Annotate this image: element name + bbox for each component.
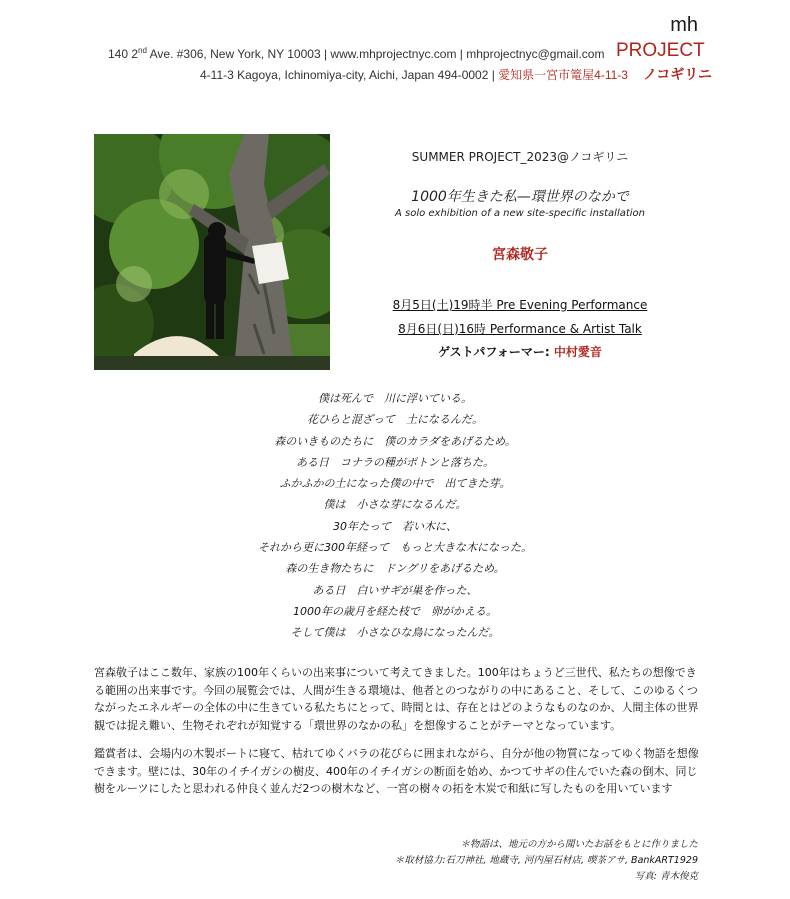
poem-line: ある日 コナラの種がポトンと落ちた。 [296,455,494,469]
poem-line: それから更に300年経って もっと大きな木になった。 [258,541,532,555]
poem-line: 花ひらと混ざって 土になるんだ。 [307,413,483,427]
poem-line: 森の生き物たちに ドングリをあげるため。 [285,562,505,576]
photo-credit: 写真: 青木俊克 [634,871,698,882]
poem-line: 30年たって 若い木に、 [333,519,457,533]
poem-line: そして僕は 小さなひな鳥になったんだ。 [290,626,500,640]
poem-line: 僕は死んで 川に浮いている。 [318,392,472,405]
story-note: ＊物語は、地元の方から聞いたお話をもとに作りました [460,839,698,850]
poem-line: 1000年の歳月を経た枝で 卵がかえる。 [293,604,497,618]
poem-line: 森のいきものたちに 僕のカラダをあげるため。 [274,434,516,448]
address-jp-japanese: 愛知県一宮市篭屋4-11-3 [498,68,628,82]
performance-date-1: 8月5日(土)19時半 Pre Evening Performance [392,298,648,312]
description-paragraph-1: 宮森敬子はここ数年、家族の100年くらいの出来事について考えてきました。100年はちょうど三世代、私たちの想像できる範囲の出来事です。今回の展覧会では、人間が生きる環境は、他者とのつながりの中にあること、そして、このゆるくつながったエネルギーの全体の中に生きている私たちにとって、時間とは、存在とはどのようなものなのか、人間主体の世界観では捉え難い、生物それぞれが知覚する「環世界のなかの私」を想像することがテーマとなっています。 [94,666,699,732]
guest-name: 中村愛音 [553,345,602,359]
logo-mh: mh [670,14,698,36]
address-jp-english: 4-11-3 Kagoya, Ichinomiya-city, Aichi, Japan 494-0002 | [200,68,499,82]
tree-performer-image [94,134,330,370]
guest-performer [370,343,670,360]
address-ny-post: Ave. #306, New York, NY 10003 | www.mhprojectnyc.com | mhprojectnyc@gmail.com [146,47,605,61]
poem [160,388,630,644]
poem-line: ふかふかの土になった僕の中で 出てきた芽。 [279,477,511,491]
address-ny-superscript: nd [138,46,147,55]
address-japan [200,66,628,83]
performance-date-2: 8月6日(日)16時 Performance & Artist Talk [398,322,642,336]
exhibition-title: 1000年生きた私—環世界のなかで [411,189,629,205]
logo-nokogirini: ノコギリニ [643,67,713,83]
poem-line: ある日 白いサギが巣を作った、 [312,583,478,597]
description-paragraph-2: 鑑賞者は、会場内の木製ボートに寝て、枯れてゆくバラの花びらに囲まれながら、自分が他の物質になってゆく物語を想像できます。壁には、30年のイチイガシの樹皮、400年のイチイガシの断面を始め、かつてサギの住んでいた森の倒木、同じ樹をルーツにしたと思われる仲良く並んだ2つの樹木など、一宮の樹々の拓を木炭で和紙に写したものを用いています [94,747,699,796]
project-label: SUMMER PROJECT_2023@ノコギリニ [411,150,629,164]
exhibition-photo [94,134,330,370]
address-new-york [108,46,604,61]
artist-name: 宮森敬子 [492,247,548,263]
guest-label: ゲストパフォーマー: [438,345,554,359]
cooperation-credits: ＊取材協力:石刀神社, 地蔵寺, 河内屋石材店, 喫茶アサ, BankART1929 [394,855,698,866]
poem-line: 僕は 小さな芽になるんだ。 [323,498,467,512]
logo-project: PROJECT [616,40,705,61]
exhibition-subtitle: A solo exhibition of a new site-specific installation [394,208,646,219]
address-ny-pre: 140 2 [108,47,139,61]
